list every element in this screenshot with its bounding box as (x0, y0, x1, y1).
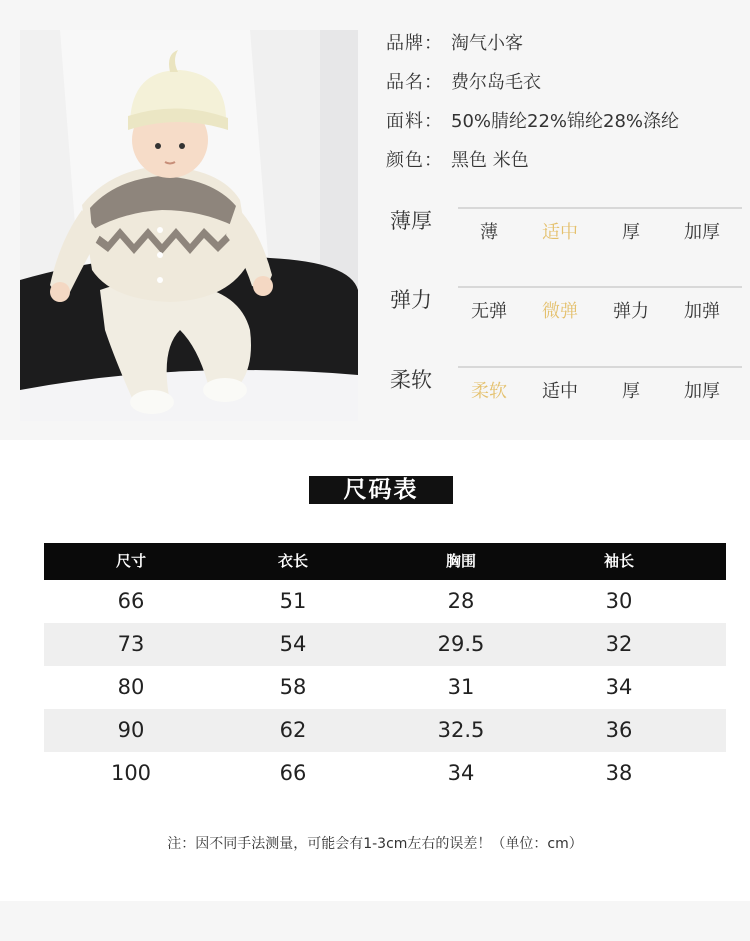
table-row (44, 666, 726, 709)
cell-size: 90 (117, 718, 145, 742)
thickness-option-extra-thick: 加厚 (684, 222, 720, 243)
cell-sleeve: 34 (605, 675, 633, 699)
header-chest: 胸围 (445, 552, 476, 570)
size-table-header (44, 543, 726, 580)
header-size: 尺寸 (115, 552, 146, 570)
table-row (44, 752, 726, 795)
cell-chest: 34 (447, 761, 475, 785)
footer-band (0, 901, 750, 941)
header-length: 衣长 (277, 552, 308, 570)
elasticity-label: 弹力 (390, 288, 432, 312)
softness-option-medium: 适中 (542, 381, 578, 402)
softness-option-thick: 厚 (622, 381, 640, 402)
softness-option-soft: 柔软 (471, 381, 507, 402)
cell-size: 73 (117, 632, 145, 656)
color-line (386, 146, 529, 172)
cell-length: 51 (279, 589, 307, 613)
thickness-divider (458, 207, 742, 209)
brand-line (386, 29, 523, 55)
thickness-option-thick: 厚 (622, 222, 640, 243)
cell-chest: 29.5 (437, 632, 485, 656)
baby-sweater-illustration (20, 30, 358, 421)
size-table (44, 543, 726, 795)
fabric-label: 面料： (386, 111, 443, 132)
size-chart-title: 尺码表 (309, 476, 453, 504)
cell-length: 58 (279, 675, 307, 699)
measurement-note: 注：因不同手法测量，可能会有1-3cm左右的误差！（单位：cm） (167, 836, 583, 852)
cell-size: 100 (110, 761, 152, 785)
elasticity-option-extra: 加弹 (684, 301, 720, 322)
product-name-line (386, 68, 541, 94)
cell-size: 66 (117, 589, 145, 613)
header-sleeve: 袖长 (603, 552, 634, 570)
elasticity-option-none: 无弹 (471, 301, 507, 322)
fabric-line (386, 107, 679, 133)
color-label: 颜色： (386, 150, 443, 171)
softness-label: 柔软 (390, 368, 432, 392)
cell-length: 54 (279, 632, 307, 656)
cell-sleeve: 38 (605, 761, 633, 785)
cell-sleeve: 32 (605, 632, 633, 656)
table-row (44, 580, 726, 623)
cell-sleeve: 30 (605, 589, 633, 613)
elasticity-option-slight: 微弹 (542, 301, 578, 322)
cell-chest: 32.5 (437, 718, 485, 742)
thickness-option-thin: 薄 (480, 222, 498, 243)
softness-divider (458, 366, 742, 368)
softness-option-extra-thick: 加厚 (684, 381, 720, 402)
elasticity-divider (458, 286, 742, 288)
brand-value: 淘气小客 (451, 33, 523, 54)
cell-chest: 28 (447, 589, 475, 613)
elasticity-option-elastic: 弹力 (613, 301, 649, 322)
product-info-section (0, 0, 750, 440)
thickness-label: 薄厚 (390, 209, 432, 233)
brand-label: 品牌： (386, 33, 443, 54)
thickness-option-medium: 适中 (542, 222, 578, 243)
cell-length: 62 (279, 718, 307, 742)
product-name-label: 品名： (386, 72, 443, 93)
color-value: 黑色 米色 (451, 150, 529, 171)
table-row (44, 623, 726, 666)
cell-sleeve: 36 (605, 718, 633, 742)
cell-chest: 31 (447, 675, 475, 699)
fabric-value: 50%腈纶22%锦纶28%涤纶 (451, 111, 680, 132)
product-name-value: 费尔岛毛衣 (451, 72, 541, 93)
cell-length: 66 (279, 761, 307, 785)
cell-size: 80 (117, 675, 145, 699)
table-row (44, 709, 726, 752)
product-photo (20, 30, 358, 421)
